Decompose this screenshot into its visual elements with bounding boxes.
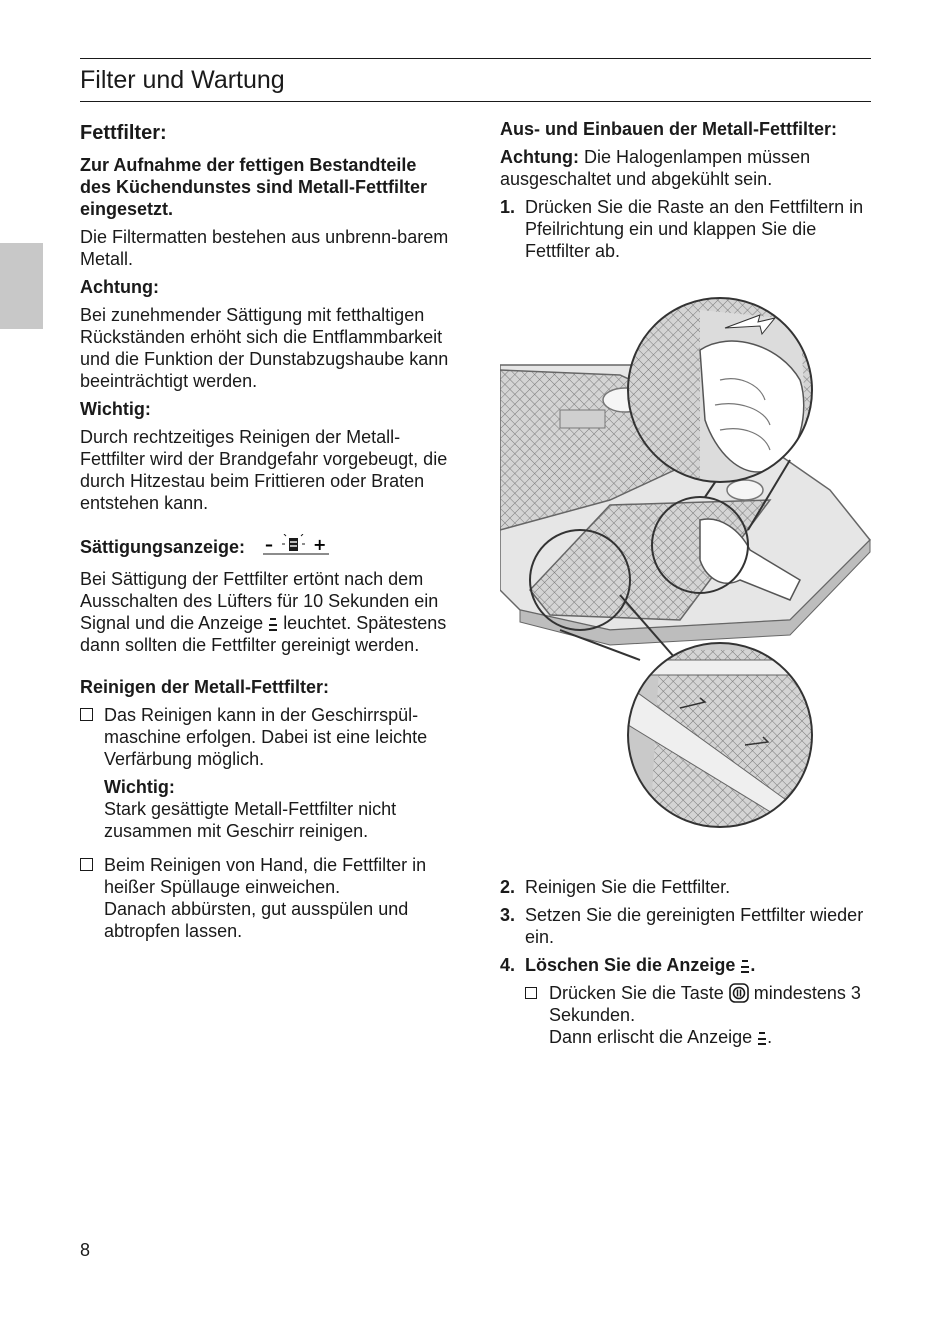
page-number: 8: [80, 1240, 91, 1260]
step-4: 4. Löschen Sie die Anzeige .: [500, 955, 756, 975]
step-3: 3. Setzen Sie die gereinigten Fettfilter wieder ein.: [500, 905, 864, 947]
saturation-display-icon: [740, 957, 750, 975]
bullet2-line2: Danach abbürsten, gut ausspülen und abtropfen lassen.: [104, 899, 409, 941]
step-2: 2. Reinigen Sie die Fettfilter.: [500, 877, 731, 897]
list-item: [80, 704, 450, 848]
saturation-display-icon: [757, 1029, 767, 1047]
saettigung-row: [80, 534, 450, 560]
filtermatten-text: Die Filtermatten bestehen aus unbrenn-barem Metall.: [80, 227, 449, 269]
header-bottom-rule: [80, 101, 871, 102]
fettfilter-heading: Fettfilter:: [80, 122, 167, 144]
checkbox-bullet-icon: [80, 704, 104, 848]
reinigen-heading: Reinigen der Metall-Fettfilter:: [80, 677, 330, 697]
bullet1-wichtig-text: Stark gesättigte Metall-Fettfilter nicht zusammen mit Geschirr reinigen.: [104, 799, 397, 841]
filter-removal-illustration: [500, 290, 920, 830]
reset-button-icon: [729, 983, 749, 1003]
wichtig-text: Durch rechtzeitiges Reinigen der Metall-Fettfilter wird der Brandgefahr vorgebeugt, die durch Hitzestau beim Frittieren oder Braten entstehen kann.: [80, 427, 448, 513]
saettigung-text: Bei Sättigung der Fettfilter ertönt nach dem Ausschalten des Lüfters für 10 Sekunden ein Signal und die Anzeige leuchtet. Spätestens dann sollten die Fettfilter gereinigt werden.: [80, 569, 447, 655]
indicator-minus: –: [265, 535, 274, 554]
bullet1-text: Das Reinigen kann in der Geschirrspül-maschine erfolgen. Dabei ist eine leichte Verfärbung möglich.: [104, 705, 428, 769]
intro-text: Zur Aufnahme der fettigen Bestandteile des Küchendunstes sind Metall-Fettfilter eingesetzt.: [80, 155, 428, 219]
right-achtung: Achtung: Die Halogenlampen müssen ausgeschaltet und abgekühlt sein.: [500, 147, 811, 189]
saturation-display-icon: [268, 615, 278, 633]
saturation-indicator-icon: [261, 534, 331, 560]
wichtig-label: Wichtig:: [80, 399, 151, 419]
checkbox-bullet-icon: [80, 854, 104, 942]
header-top-rule: [80, 58, 871, 59]
right-column: [500, 118, 875, 268]
list-item: Drücken Sie die Taste mindestens 3 Sekunden. Dann erlischt die Anzeige .: [525, 982, 875, 1048]
bullet1-wichtig-label: Wichtig:: [104, 777, 175, 797]
einbau-heading: Aus- und Einbauen der Metall-Fettfilter:: [500, 119, 838, 139]
page-title: Filter und Wartung: [80, 66, 285, 94]
right-column-lower: [500, 876, 875, 1054]
achtung-text: Bei zunehmender Sättigung mit fetthaltigen Rückständen erhöht sich die Entflammbarkeit und die Funktion der Dunstabzugshaube kann beeinträchtigt werden.: [80, 305, 449, 391]
saettigung-label: Sättigungsanzeige:: [80, 537, 246, 557]
indicator-plus: +: [313, 535, 327, 554]
achtung-label: Achtung:: [80, 277, 159, 297]
step-1: 1. Drücken Sie die Raste an den Fettfiltern in Pfeilrichtung ein und klappen Sie die Fettfilter ab.: [500, 197, 864, 261]
checkbox-bullet-icon: [525, 982, 549, 1048]
bullet2-line1: Beim Reinigen von Hand, die Fettfilter in heißer Spüllauge einweichen.: [104, 855, 427, 897]
section-tab-marker: [0, 243, 43, 329]
left-column: [80, 118, 450, 948]
list-item: [80, 854, 450, 942]
